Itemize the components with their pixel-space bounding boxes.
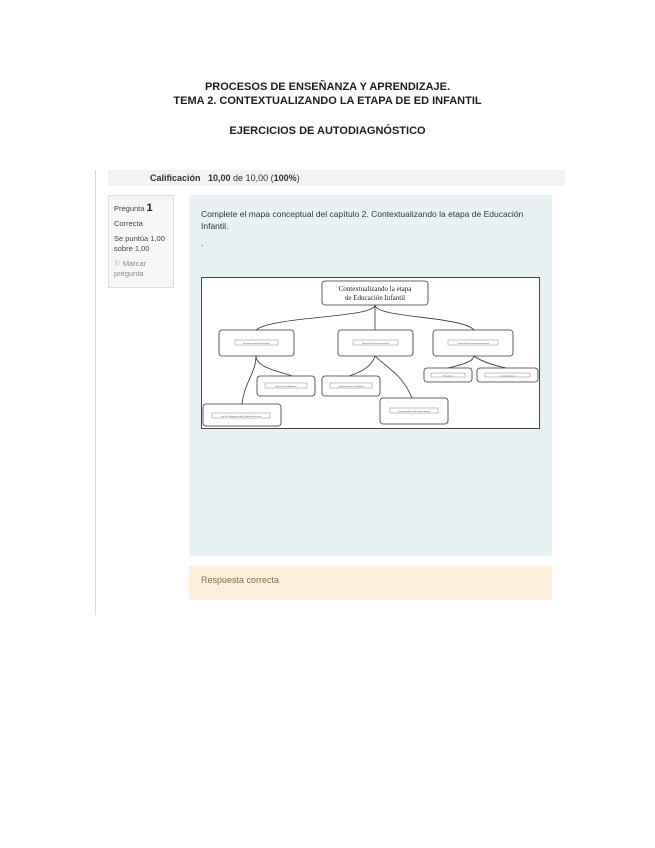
map-label-funciones: Funciones [442,375,454,378]
question-prefix: Pregunta [114,204,145,213]
grade-value [208,170,300,186]
divider-line [95,170,96,615]
flag-icon: ⚐ [114,259,121,268]
map-label-sistema: Sistema Educativo Español [243,342,270,345]
question-number [114,202,168,214]
grade-percent: 100% [273,173,297,183]
map-label-etapa: Etapa de Educación Infantil [362,342,389,345]
map-label-ley: Ley de Ordenación del Sistema Educativo [220,415,262,418]
question-content [189,195,552,556]
feedback-text: Respuesta correcta [201,575,280,585]
question-text: Complete el mapa conceptual del capítulo 2. Contextualizando la etapa de Educación Infantil. [201,209,524,231]
map-label-competencias: Competencias [500,375,515,378]
grade-close: ) [296,173,300,183]
flag-label-line2: pregunta [114,269,144,278]
flag-question-button[interactable] [114,259,168,279]
question-score-line1: Se puntúa 1,00 [114,234,165,243]
question-info-panel [108,195,174,288]
map-label-profesional: Profesional de Educación Infantil [457,342,489,345]
concept-map-svg [202,278,541,430]
map-title-line1: Contextualizando la etapa [338,285,412,293]
exercise-heading: EJERCICIOS DE AUTODIAGNÓSTICO [229,125,426,137]
grade-score: 10,00 [208,173,231,183]
document-title: PROCESOS DE ENSEÑANZA Y APRENDIZAJE. [204,81,451,93]
map-label-caracteristicas: Características Educación Infantil [397,410,431,413]
question-dot: . [201,238,204,248]
flag-label-line1: Marcar [122,259,147,268]
feedback-box [189,566,552,600]
question-score [114,234,168,254]
map-label-obligatoria: Educación Obligatoria [275,385,297,388]
question-number-value: 1 [146,202,153,214]
map-label-organizacion: Organización y Finalidades [337,385,365,388]
document-subtitle: TEMA 2. CONTEXTUALIZANDO LA ETAPA DE ED INFANTIL [173,95,482,107]
question-score-line2: sobre 1,00 [114,244,150,253]
grade-label: Calificación [150,173,201,183]
grade-of-text: de 10,00 ( [233,173,274,183]
question-status: Correcta [114,219,143,228]
concept-map [201,277,540,429]
grade-row [108,170,565,186]
map-title-line2: de Educación Infantil [344,294,406,302]
